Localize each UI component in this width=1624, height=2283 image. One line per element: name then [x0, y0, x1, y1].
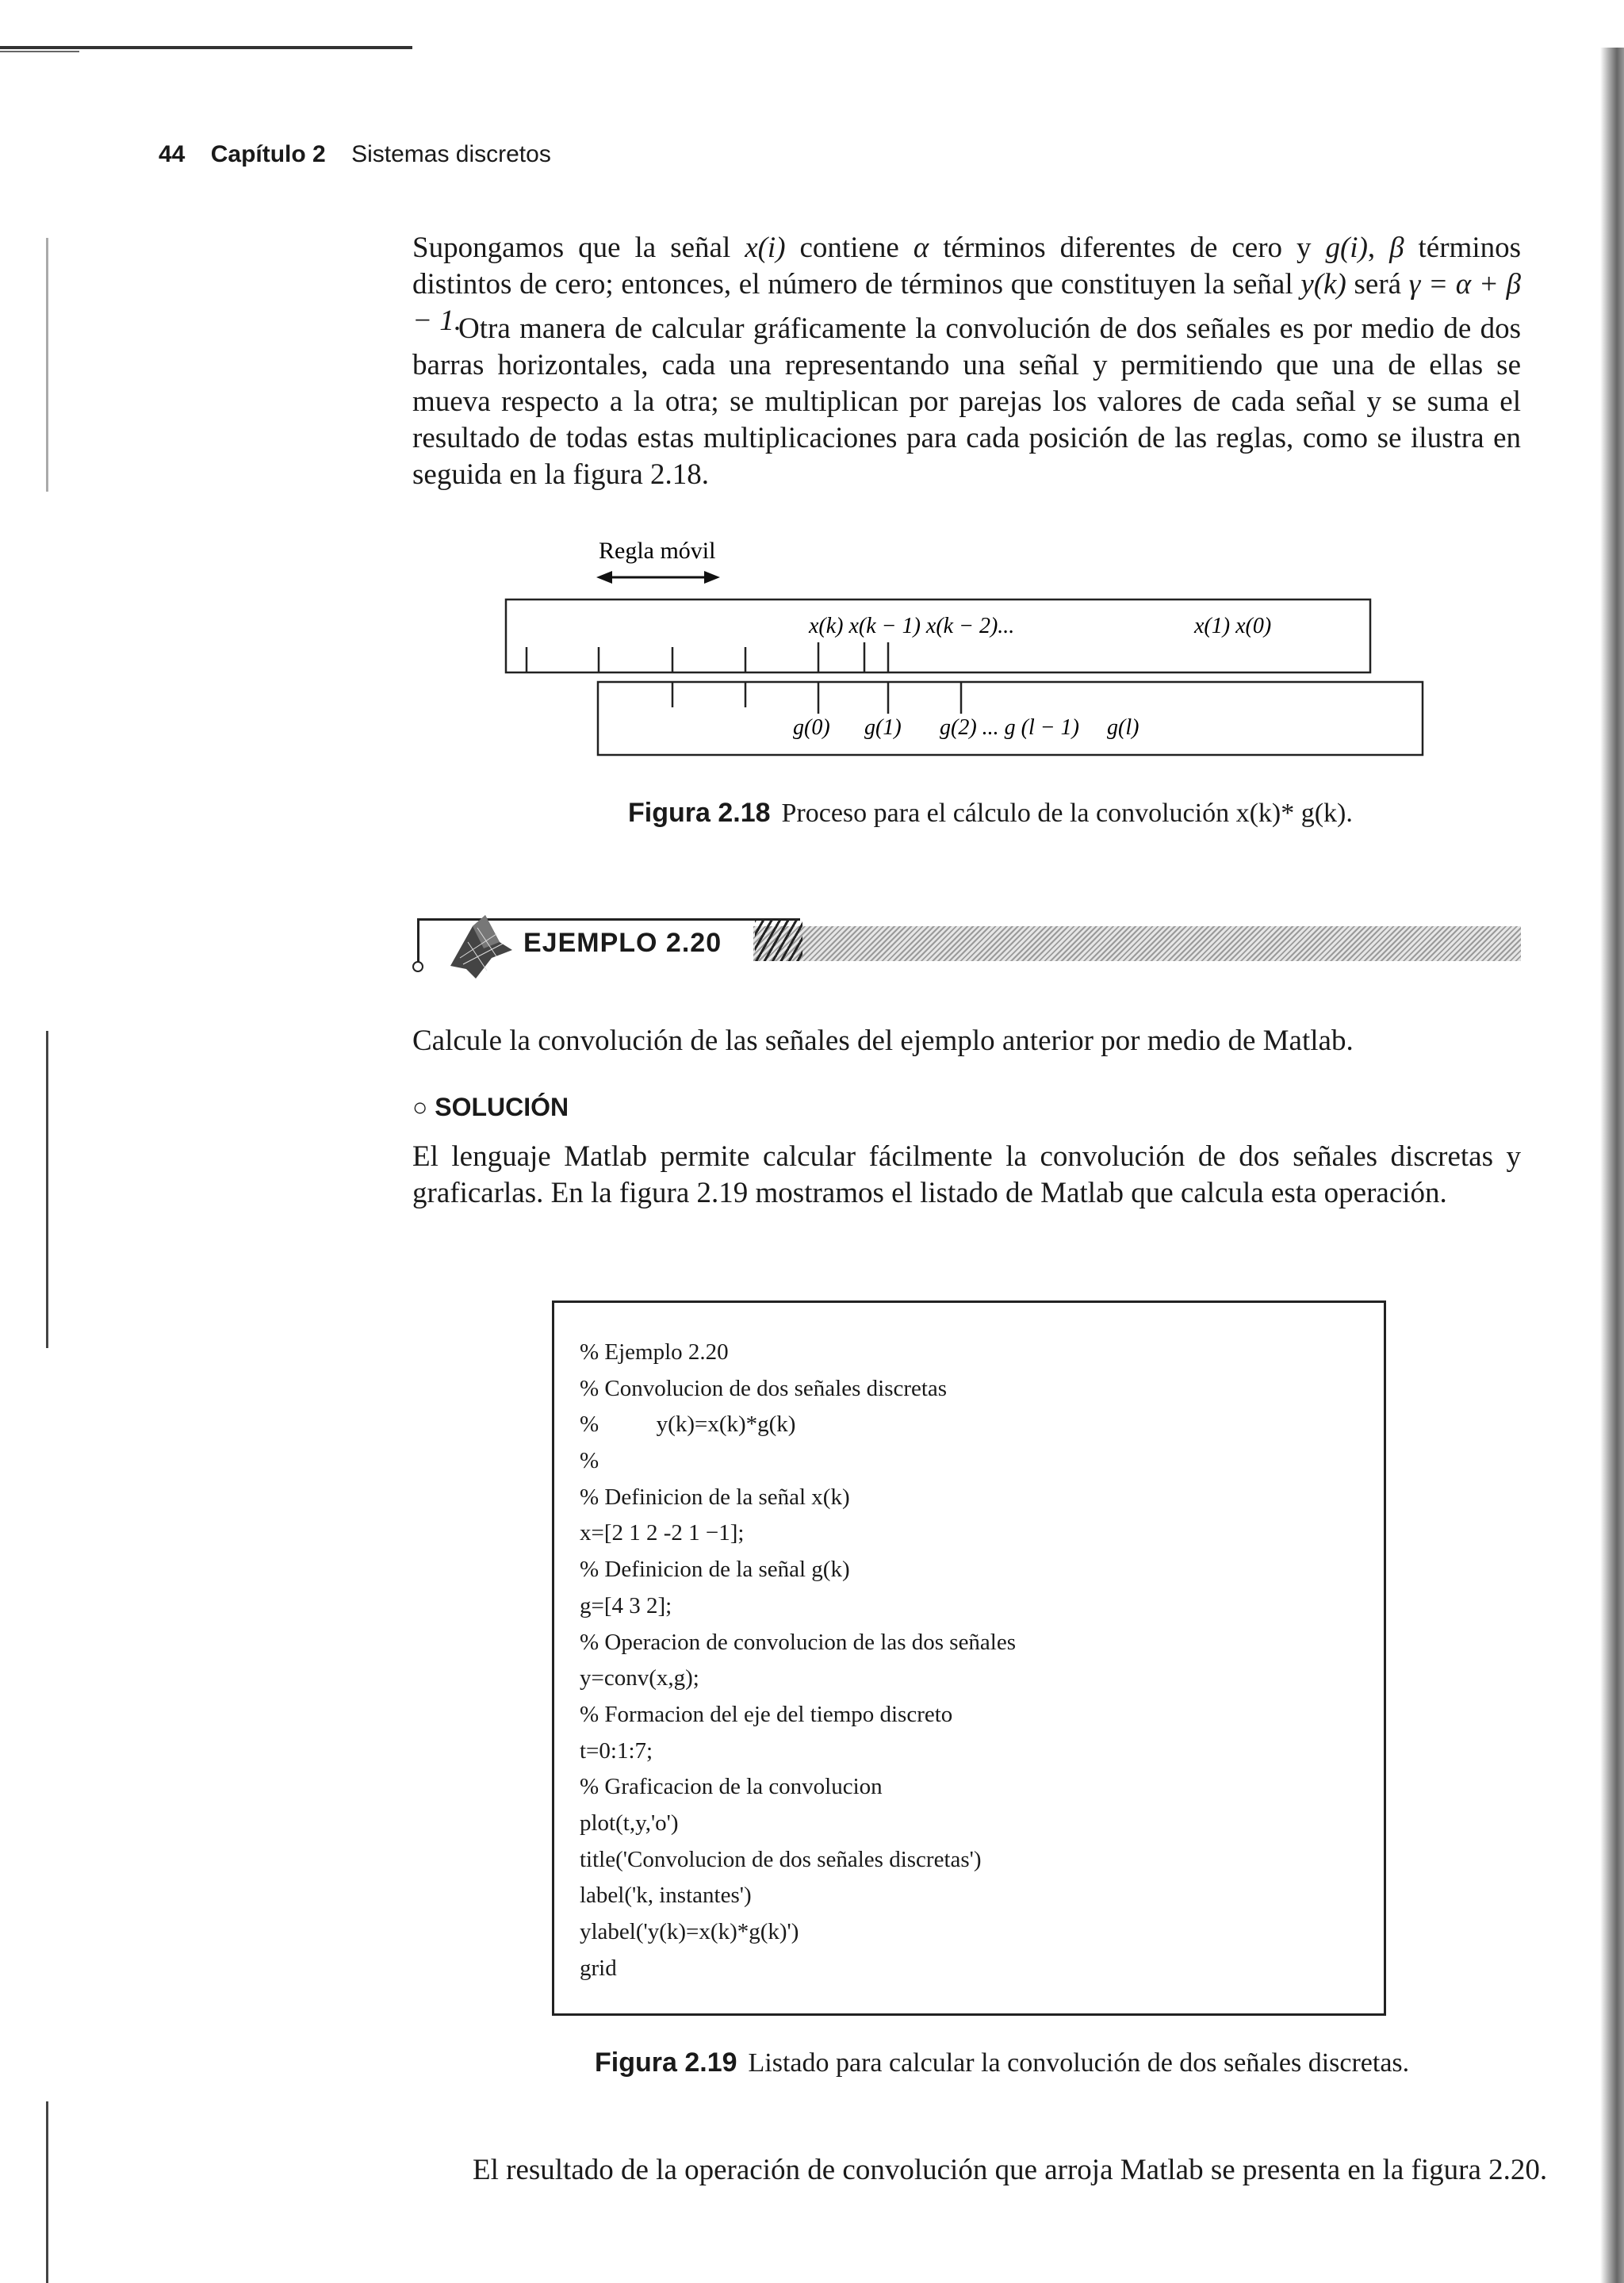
example-title: EJEMPLO 2.20	[523, 928, 722, 958]
code-line: plot(t,y,'o')	[580, 1810, 679, 1836]
bottom-label-gl: g(l)	[1107, 715, 1139, 740]
matlab-code-listing	[552, 1300, 1386, 2016]
code-line: % y(k)=x(k)*g(k)	[580, 1412, 796, 1438]
scan-edge-line	[0, 51, 79, 52]
caption-text: Listado para calcular la convolución de dos señales discretas.	[748, 2048, 1410, 2078]
code-line: y=conv(x,g);	[580, 1665, 699, 1691]
text: términos diferentes de cero y	[929, 232, 1326, 264]
closing-paragraph: El resultado de la operación de convolución que arroja Matlab se presenta en la figura 2.20.	[473, 2154, 1548, 2186]
top-ruler-ticks	[527, 642, 888, 672]
code-line: % Formacion del eje del tiempo discreto	[580, 1701, 953, 1727]
math-alpha: α	[913, 232, 929, 264]
convolution-rulers-diagram	[492, 531, 1427, 769]
text: contiene	[785, 232, 914, 264]
scan-edge-line	[0, 46, 412, 49]
code-line: grid	[580, 1955, 617, 1981]
caption-label: Figura 2.18	[628, 798, 771, 828]
code-line: title('Convolucion de dos señales discretas')	[580, 1846, 982, 1872]
solution-heading: ○ SOLUCIÓN	[412, 1093, 569, 1121]
chapter-label: Capítulo 2	[210, 141, 326, 167]
code-line: x=[2 1 2 -2 1 −1];	[580, 1520, 745, 1546]
text: términos distintos de cero; entonces, el número de términos que constituyen la señal	[412, 232, 1522, 301]
scan-margin-mark	[46, 2101, 48, 2283]
figure-2-19-caption	[595, 2047, 1409, 2078]
double-arrow-icon	[596, 571, 720, 584]
code-line: ylabel('y(k)=x(k)*g(k)')	[580, 1919, 799, 1944]
text: ,	[1367, 232, 1390, 264]
chapter-title: Sistemas discretos	[351, 141, 551, 167]
text: Otra manera de calcular gráficamente la convolución de dos señales es por medio de dos barras horizontales, cada una representando una señal y permitiendo que una de ellas se mueva respecto a la otra; se multiplican por parejas los valores de cada señal y se suma el resultado de todas estas multiplicaciones para cada posición de las reglas, como se ilustra en seguida en la figura 2.18.	[412, 312, 1521, 491]
code-lines	[580, 1335, 1016, 1986]
code-line: % Definicion de la señal x(k)	[580, 1484, 850, 1510]
matlab-logo-icon	[444, 910, 515, 983]
caption-text: Proceso para el cálculo de la convolución x(k)* g(k).	[781, 799, 1353, 828]
math-beta: β	[1389, 232, 1404, 264]
code-line: % Graficacion de la convolucion	[580, 1774, 883, 1800]
bottom-label-g0: g(0)	[793, 715, 830, 740]
math-x-i: x(i)	[745, 232, 786, 264]
text: Supongamos que la señal	[412, 232, 745, 264]
text: será	[1346, 268, 1409, 301]
top-ruler-label-right: x(1) x(0)	[1194, 614, 1272, 638]
bottom-ruler-ticks	[672, 682, 961, 714]
running-head	[159, 141, 551, 168]
math-g-i: g(i)	[1325, 232, 1368, 264]
top-ruler-label-left: x(k) x(k − 1) x(k − 2)...	[809, 614, 1015, 638]
example-header-knob	[412, 961, 423, 972]
arrow-label: Regla móvil	[599, 538, 716, 564]
code-line: label('k, instantes')	[580, 1883, 752, 1909]
figure-2-18	[492, 531, 1427, 769]
scan-page-edge	[1600, 48, 1624, 2283]
code-line: %	[580, 1448, 599, 1474]
example-header-hatch-edge	[755, 918, 802, 961]
code-line: % Definicion de la señal g(k)	[580, 1557, 850, 1583]
code-line: % Convolucion de dos señales discretas	[580, 1375, 948, 1401]
scan-margin-mark	[46, 1031, 48, 1348]
math-y-k: y(k)	[1300, 268, 1346, 301]
page-number: 44	[159, 141, 186, 167]
example-header	[412, 910, 1521, 983]
example-statement: Calcule la convolución de las señales del ejemplo anterior por medio de Matlab.	[412, 1025, 1354, 1057]
code-line: % Operacion de convolucion de las dos señales	[580, 1629, 1017, 1655]
code-line: % Ejemplo 2.20	[580, 1339, 729, 1365]
code-line: t=0:1:7;	[580, 1737, 653, 1764]
code-line: g=[4 3 2];	[580, 1592, 672, 1618]
bottom-label-g1: g(1)	[864, 715, 902, 740]
solution-text: El lenguaje Matlab permite calcular fácilmente la convolución de dos señales discretas y graficarlas. En la figura 2.19 mostramos el listado de Matlab que calcula esta operación.	[412, 1140, 1521, 1209]
paragraph-2	[412, 311, 1521, 493]
figure-2-18-caption	[628, 798, 1353, 829]
scan-margin-mark	[46, 238, 48, 492]
bottom-label-g2: g(2) ... g (l − 1)	[940, 715, 1079, 740]
math-gamma-formula: γ = α + β − 1.	[412, 268, 1521, 337]
example-header-hatch	[753, 926, 1521, 961]
caption-label: Figura 2.19	[595, 2047, 737, 2078]
